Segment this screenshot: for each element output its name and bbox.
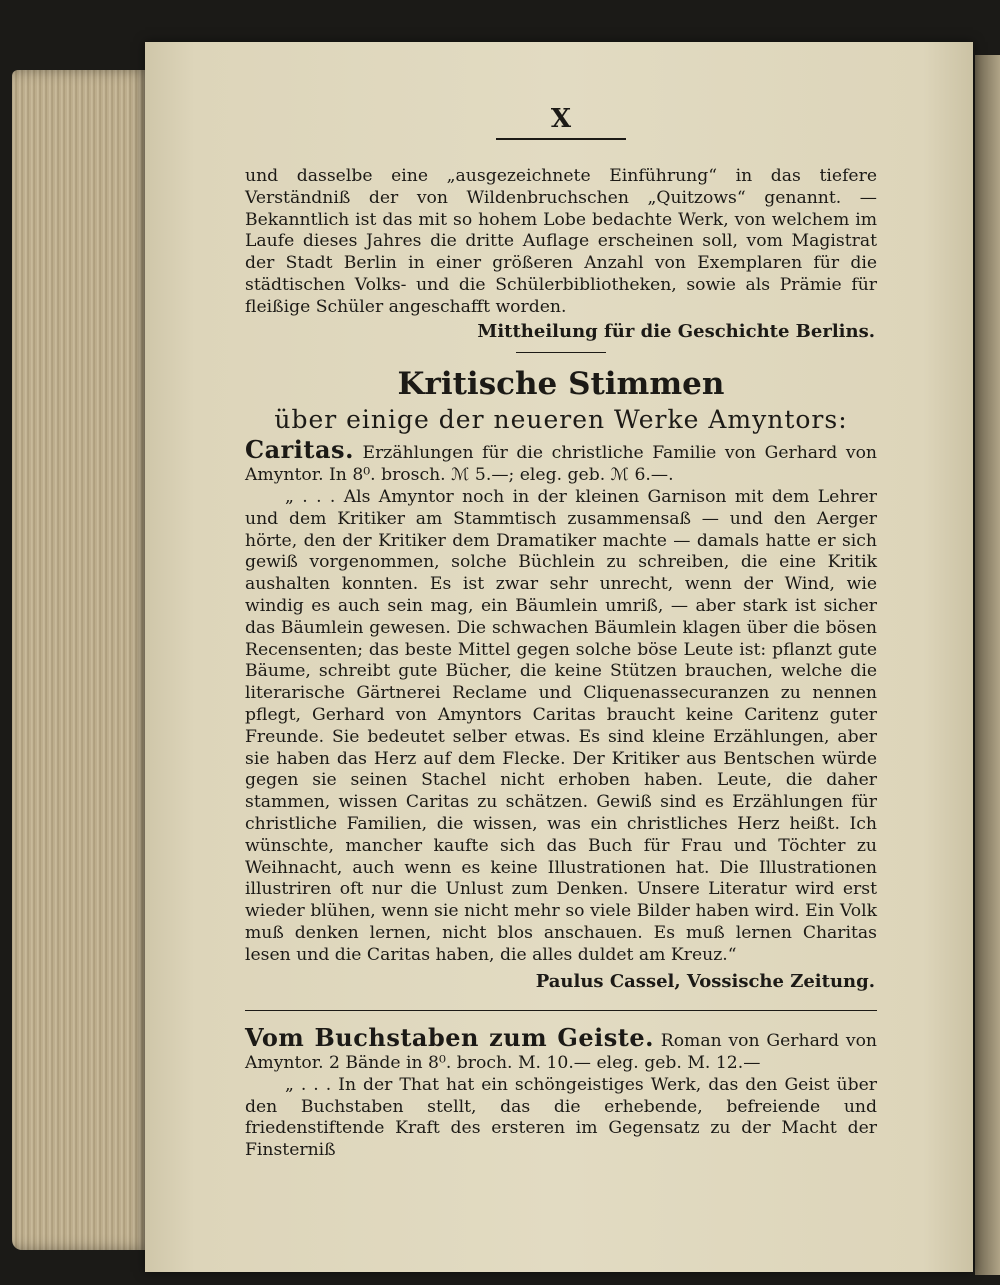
entry-title: Vom Buchstaben zum Geiste. xyxy=(245,1023,654,1053)
intro-source: Mittheilung für die Geschichte Berlins. xyxy=(477,320,875,342)
entry-header xyxy=(245,435,877,487)
book-page xyxy=(145,42,973,1272)
entry-source: Paulus Cassel, Vossische Zeitung. xyxy=(535,970,875,992)
entry-quote: „ . . . In der That hat ein schöngeistiges Werk, das den Geist über den Buchstaben stellt, das die erhebende, befreiende und friedenstiftende Kraft des ersteren im Gegensatz zu der Macht der Finsterniß xyxy=(245,1074,877,1161)
review-entry-caritas xyxy=(245,435,877,992)
intro-paragraph: und dasselbe eine „ausgezeichnete Einführung“ in das tiefere Verständniß der von Wildenbruchschen „Quitzows“ genannt. — Bekanntlich ist das mit so hohem Lobe bedachte Werk, von welchem im Laufe dieses Jahres die dritte Auflage erscheinen soll, vom Magistrat der Stadt Berlin in einer größeren Anzahl von Exemplaren für die städtischen Volks- und die Schülerbibliotheken, sowie als Prämie für fleißige Schüler angeschafft worden. xyxy=(245,166,877,317)
section-title: Kritische Stimmen xyxy=(397,366,725,403)
entry-divider xyxy=(245,1010,877,1011)
facing-page-edge xyxy=(975,55,1000,1275)
entry-quote: „ . . . Als Amyntor noch in der kleinen Garnison mit dem Lehrer und dem Kritiker am Stammtisch zusammensaß — und den Aerger hörte, den der Kritiker dem Dramatiker machte — damals hatte er sich gewiß vorgenommen, solche Büchlein zu schreiben, die eine Kritik aushalten konnten. Es ist zwar sehr unrecht, wenn der Wind, wie windig es auch sein mag, ein Bäumlein umriß, — aber stark ist sicher das Bäumlein gewesen. Die schwachen Bäumlein klagen über die bösen Recensenten; das beste Mittel gegen solche böse Leute ist: pflanzt gute Bäume, schreibt gute Bücher, die keine Stützen brauchen, welche die literarische Gärtnerei Reclame und Cliquenassecuranzen zu nennen pflegt, Gerhard von Amyntors Caritas braucht keine Caritenz guter Freunde. Sie bedeutet selber etwas. Es sind kleine Erzählungen, aber sie haben das Herz auf dem Flecke. Der Kritiker aus Bentschen würde gegen sie seinen Stachel nicht erhoben haben. Leute, die daher stammen, wissen Caritas zu schätzen. Gewiß sind es Erzählungen für christliche Familien, die wissen, was ein christliches Herz heißt. Ich wünschte, mancher kaufte sich das Buch für Frau und Töchter zu Weihnacht, auch wenn es keine Illustrationen hat. Die Illustrationen illustriren oft nur die Unlust zum Denken. Unsere Literatur wird erst wieder blühen, wenn sie nicht mehr so viele Bilder haben wird. Ein Volk muß denken lernen, nicht blos anschauen. Es muß lernen Charitas lesen und die Caritas haben, die alles duldet am Kreuz.“ xyxy=(245,486,877,965)
entry-details: Erzählungen für die christliche Familie von Gerhard von Amyntor. In 8⁰. brosch. ℳ 5.—; eleg. geb. ℳ 6.—. xyxy=(245,443,877,486)
entry-header xyxy=(245,1023,877,1075)
entry-title: Caritas. xyxy=(245,435,354,465)
entry-details: Roman von Gerhard von Amyntor. 2 Bände in 8⁰. broch. M. 10.— eleg. geb. M. 12.— xyxy=(245,1031,877,1074)
page-number: X xyxy=(496,104,626,140)
section-divider xyxy=(516,352,606,353)
section-subtitle: über einige der neueren Werke Amyntors: xyxy=(274,405,848,435)
page-content xyxy=(245,104,877,1162)
book-page-edges xyxy=(12,70,152,1250)
review-entry-buchstaben xyxy=(245,1023,877,1162)
